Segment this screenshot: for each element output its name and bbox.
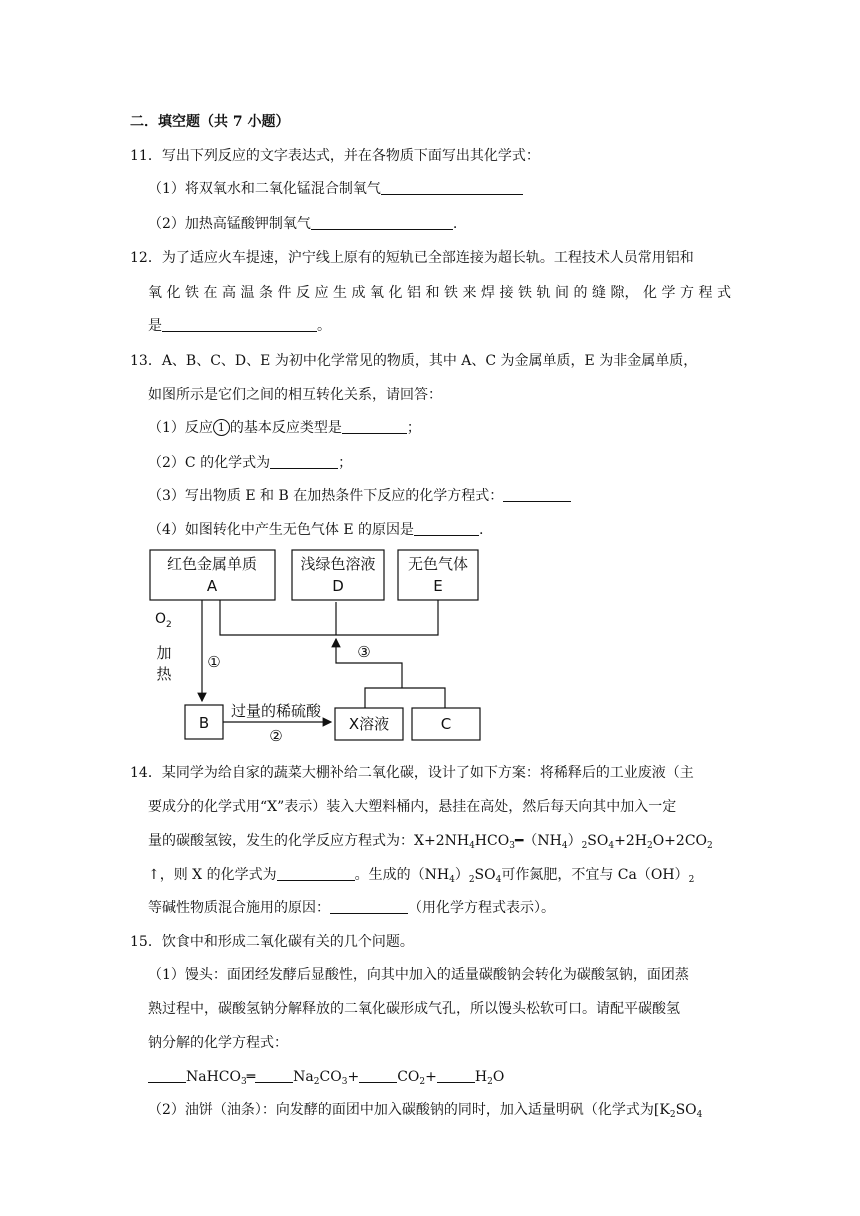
- q11-part2: [148, 215, 457, 233]
- q15-line6: （2）油饼（油条）：向发酵的面团中加入碳酸钠的同时，加入适量明矾（化学式为[$K_2SO_4$: [148, 1102, 703, 1120]
- q13-part1-text: （1）反应: [148, 420, 213, 436]
- q14-line2: 要成分的化学式用“X”表示）装入大塑料桶内，悬挂在高处，然后每天向其中加入一定: [148, 799, 677, 815]
- box-x-label: X溶液: [348, 715, 390, 733]
- heat-label-1: 加: [156, 644, 172, 662]
- punct: .: [452, 216, 458, 232]
- coef-blank[interactable]: [255, 1068, 293, 1083]
- q13-part3: [148, 487, 571, 505]
- answer-blank[interactable]: [503, 487, 571, 502]
- punct: ；: [338, 455, 353, 471]
- connector-a-e: [220, 600, 438, 635]
- q12-line3: [148, 317, 331, 335]
- conversion-diagram: [140, 545, 485, 745]
- q12-line1: 12．为了适应火车提速，沪宁线上原有的短轨已全部连接为超长轨。工程技术人员常用铝和: [130, 250, 694, 266]
- q12-line2-char: 氧: [148, 285, 162, 301]
- q12-line2-char: 件: [277, 285, 292, 301]
- q12-line2-char: 化: [388, 285, 403, 301]
- answer-blank[interactable]: [162, 317, 317, 332]
- q11-part1-text: （1）将双氧水和二氧化锰混合制氧气: [148, 181, 381, 197]
- box-a-label: 红色金属单质: [166, 555, 258, 573]
- q12-line3-text: 是: [148, 318, 162, 334]
- q12-line2-char: 氧: [370, 285, 384, 301]
- coef-blank[interactable]: [437, 1068, 475, 1083]
- answer-blank[interactable]: [270, 454, 338, 469]
- q15-line3: 熟过程中，碳酸氢钠分解释放的二氧化碳形成气孔，所以馒头松软可口。请配平碳酸氢: [148, 1001, 680, 1017]
- q12-line2-char: 和: [425, 285, 440, 301]
- answer-blank[interactable]: [311, 215, 453, 230]
- step3-label: ③: [357, 643, 371, 661]
- q13-part4-text: （4）如图转化中产生无色气体 E 的原因是: [148, 522, 415, 538]
- q12-line2-char: 生: [333, 285, 347, 301]
- box-a-letter: A: [206, 577, 218, 595]
- q13-part4: [148, 521, 483, 539]
- q15-line2: （1）馒头：面团经发酵后显酸性，向其中加入的适量碳酸钠会转化为碳酸氢钠，面团蒸: [148, 967, 689, 983]
- q12-line2-char: 温: [240, 285, 255, 301]
- acid-label: 过量的稀硫酸: [230, 702, 322, 720]
- q11-part1: [148, 180, 523, 198]
- q12-line2-char: 学: [661, 285, 676, 301]
- q12-line2-char: 方: [680, 285, 694, 301]
- q14-line4: ↑，则 X 的化学式为 。生成的$(NH_4)_2SO_4$可作氮肥，不宜与 $Ca(OH)_2$: [148, 867, 695, 885]
- q12-line2-char: 铁: [518, 285, 532, 301]
- coef-blank[interactable]: [148, 1068, 186, 1083]
- box-e-letter: E: [433, 577, 443, 595]
- q12-line2-char: 在: [203, 285, 218, 301]
- connector-x-c: [365, 688, 445, 708]
- q12-line2-char: 式: [717, 285, 731, 301]
- answer-blank[interactable]: [342, 419, 407, 434]
- q13-part3-text: （3）写出物质 E 和 B 在加热条件下反应的化学方程式：: [148, 488, 504, 504]
- q14-line1: 14．某同学为给自家的蔬菜大棚补给二氧化碳，设计了如下方案：将稀释后的工业废液（主: [130, 765, 694, 781]
- coef-blank[interactable]: [359, 1068, 397, 1083]
- step1-label: ①: [207, 653, 221, 671]
- q12-line2-char: 来: [462, 285, 477, 301]
- q13-part2-text: （2）C 的化学式为: [148, 455, 271, 471]
- q12-line2-char: 铁: [185, 285, 199, 301]
- q12-line2-char: 化: [166, 285, 181, 301]
- q12-line2-char: 缝: [592, 285, 606, 301]
- q13-part2: [148, 454, 352, 472]
- q13-part1-text2: 的基本反应类型是: [229, 420, 342, 436]
- q12-line2-char: 条: [259, 285, 273, 301]
- q12-line2: [148, 284, 731, 302]
- q12-line2-char: 铝: [407, 285, 421, 301]
- punct: .: [479, 522, 484, 538]
- q11-stem: 11．写出下列反应的文字表达式，并在各物质下面写出其化学式：: [130, 148, 540, 164]
- q12-line2-char: 轨: [536, 285, 551, 301]
- answer-blank[interactable]: [277, 866, 355, 881]
- q12-line2-char: 接: [499, 285, 514, 301]
- q12-line2-char: 程: [698, 285, 713, 301]
- box-d-letter: D: [332, 577, 344, 595]
- q12-line2-char: 隙，: [610, 285, 639, 301]
- q15-line1: 15．饮食中和形成二氧化碳有关的几个问题。: [130, 934, 414, 950]
- answer-blank[interactable]: [414, 521, 479, 536]
- q15-equation: NaHCO$_3$═ $Na_2CO_3+ CO_2+ H_2O$: [148, 1068, 504, 1086]
- q13-line2: 如图所示是它们之间的相互转化关系，请回答：: [148, 387, 442, 403]
- q12-line2-char: 化: [643, 285, 657, 301]
- q14-line5: 等碱性物质混合施用的原因： （用化学方程式表示）。: [148, 900, 555, 916]
- q12-line2-char: 的: [573, 285, 588, 301]
- answer-blank[interactable]: [381, 180, 523, 195]
- q12-line2-char: 铁: [444, 285, 458, 301]
- box-b-letter: B: [198, 714, 210, 732]
- section-heading: 二．填空题（共 7 小题）: [130, 114, 290, 130]
- box-e-label: 无色气体: [407, 555, 469, 573]
- q12-line2-char: 应: [314, 285, 329, 301]
- punct: ；: [406, 420, 421, 436]
- q13-line1: 13．A、B、C、D、E 为初中化学常见的物质，其中 A、C 为金属单质，E 为非金属单质，: [130, 353, 698, 369]
- circled-number: 1: [213, 419, 230, 436]
- q12-line2-char: 成: [351, 285, 366, 301]
- q12-line2-char: 高: [222, 285, 236, 301]
- q14-line3: 量的碳酸氢铵，发生的化学反应方程式为：$X+2NH_4HCO_3━(NH_4)_2SO_4+2H_2O+2CO_2$: [148, 833, 713, 851]
- step2-label: ②: [269, 727, 283, 745]
- q12-line2-char: 焊: [481, 285, 495, 301]
- heat-label-2: 热: [156, 665, 172, 683]
- q12-line2-char: 间: [555, 285, 569, 301]
- q13-part1: [148, 419, 421, 437]
- box-c-letter: C: [440, 715, 452, 733]
- box-d-label: 浅绿色溶液: [300, 555, 376, 573]
- answer-blank[interactable]: [330, 899, 408, 914]
- o2-label: $O_2$: [155, 611, 172, 630]
- q15-line4: 钠分解的化学方程式：: [148, 1035, 288, 1051]
- punct: 。: [317, 318, 331, 334]
- q11-part2-text: （2）加热高锰酸钾制氧气: [148, 216, 311, 232]
- q12-line2-char: 反: [296, 285, 310, 301]
